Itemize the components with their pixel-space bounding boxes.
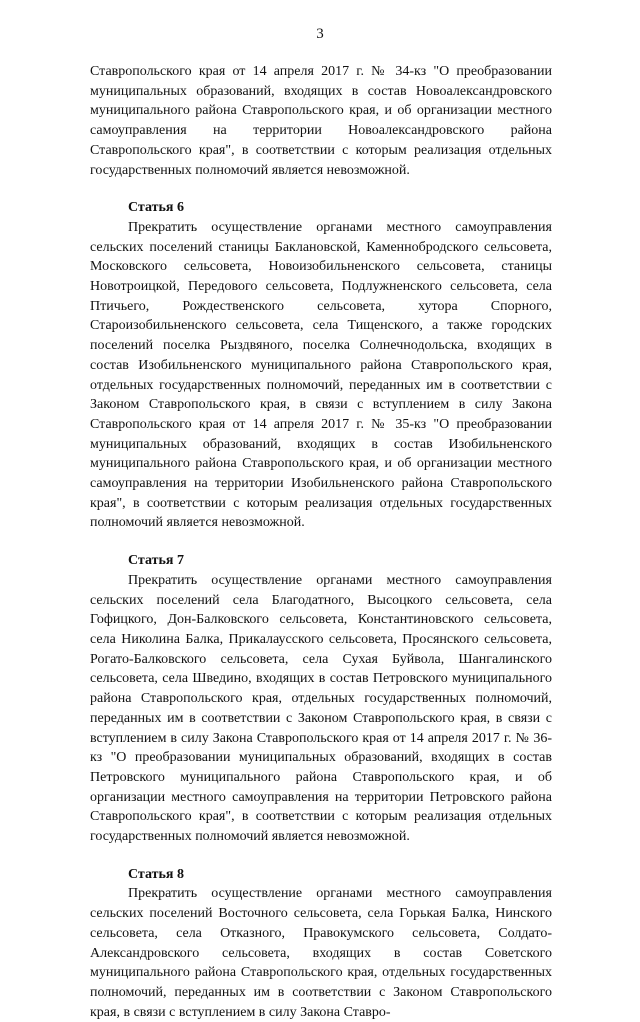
article-7-text: Прекратить осуществление органами местного самоуправления сельских поселений села Благодатного, Высоцкого сельсовета, села Гофицкого, Дон-Балковского сельсовета, Константиновского сельсовета, села Николина Балка, Прикалаусского сельсовета, Просянского сельсовета, Рогато-Балковского сельсовета, села Сухая Буйвола, Шангалинского сельсовета, села Шведино, входящих в состав Петровского муниципального района Ставропольского края, отдельных государственных полномочий, переданных им в соответствии с Законом Ставропольского края, в связи с вступлением в силу Закона Ставропольского края от 14 апреля 2017 г. № 36-кз "О преобразовании муниципальных образований, входящих в состав Петровского муниципального района Ставропольского края, и об организации местного самоуправления на территории Петровского района Ставропольского края", в соответствии с которым реализация отдельных государственных полномочий является невозможной. [90, 572, 552, 845]
paragraph-continuation: Ставропольского края от 14 апреля 2017 г. № 34-кз "О преобразовании муниципальных образований, входящих в состав Новоалександровского муниципального района Ставропольского края, и об организации местного самоуправления на территории Новоалександровского района Ставропольского края", в соответствии с которым реализация отдельных государственных полномочий является невозможной. [90, 64, 552, 178]
spacer [90, 180, 552, 198]
article-6-heading: Статья 6 [128, 200, 184, 216]
spacer [90, 847, 552, 865]
page-number: 3 [316, 26, 324, 42]
article-7-heading: Статья 7 [128, 553, 184, 569]
article-6-text: Прекратить осуществление органами местного самоуправления сельских поселений станицы Баклановской, Каменнобродского сельсовета, Московского сельсовета, Новоизобильненского сельсовета, станицы Новотроицкой, Передового сельсовета, Подлужненского сельсовета, села Птичьего, Рождественского сельсовета, хутора Спорного, Староизобильненского сельсовета, села Тищенского, а также городских поселений поселка Рыздвяного, поселка Солнечнодольска, входящих в состав Изобильненского муниципального района Ставропольского края, отдельных государственных полномочий, переданных им в соответствии с Законом Ставропольского края, в связи с вступлением в силу Закона Ставропольского края от 14 апреля 2017 г. № 35-кз "О преобразовании муниципальных образований, входящих в состав Изобильненского муниципального района Ставропольского края, и об организации местного самоуправления на территории Изобильненского района Ставропольского края", в соответствии с которым реализация отдельных государственных полномочий является невозможной. [90, 219, 552, 531]
article-8-heading: Статья 8 [128, 866, 184, 882]
document-body [90, 62, 552, 1022]
article-8-text: Прекратить осуществление органами местного самоуправления сельских поселений Восточного сельсовета, села Горькая Балка, Нинского сельсовета, села Отказного, Правокумского сельсовета, Солдато-Александровского сельсовета, входящих в состав Советского муниципального района Ставропольского края, отдельных государственных полномочий, переданных им в соответствии с Законом Ставропольского края, в связи с вступлением в силу Закона Ставро- [90, 886, 552, 1020]
spacer [90, 533, 552, 551]
